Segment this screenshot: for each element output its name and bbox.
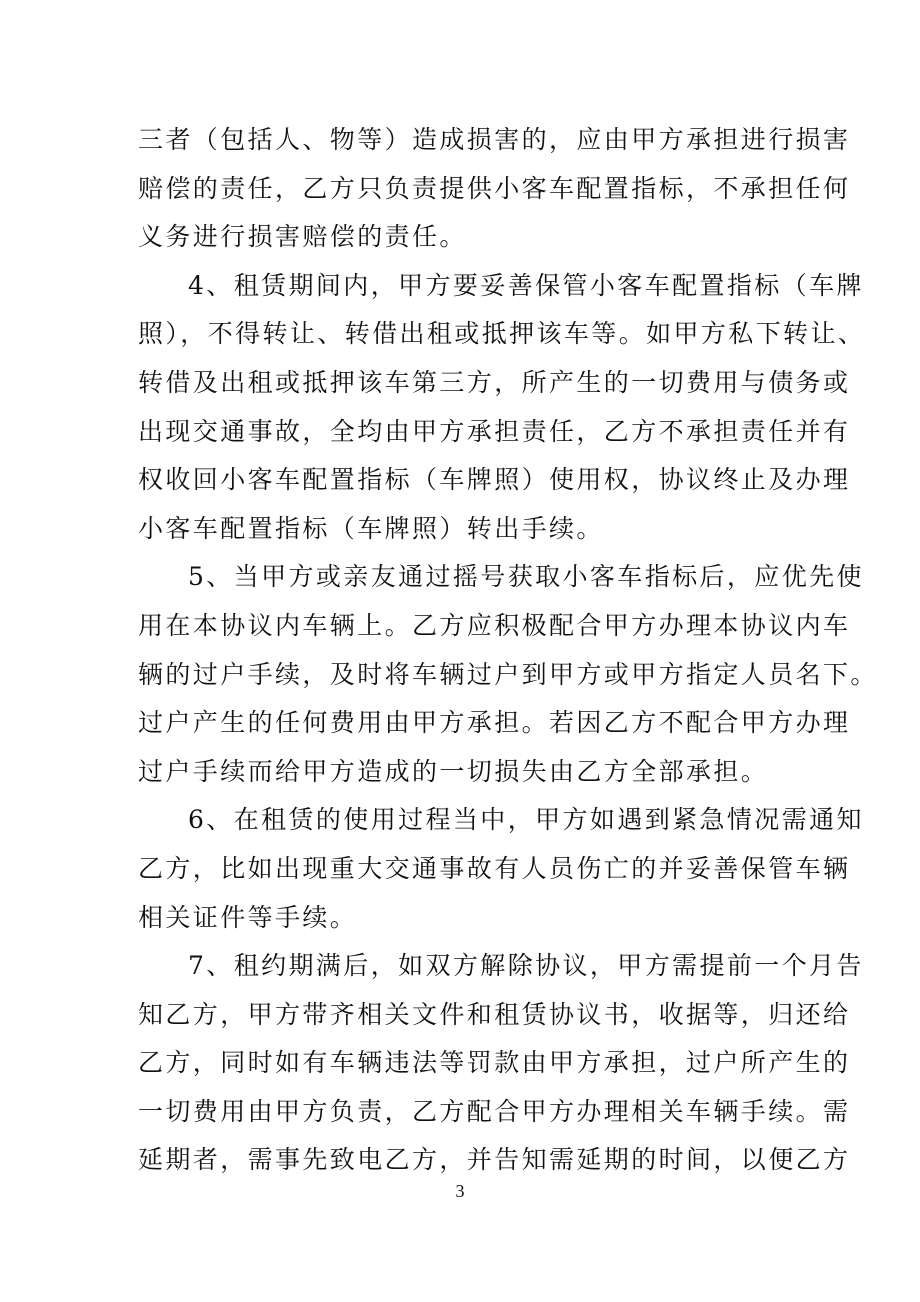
text-line: 一切费用由甲方负责，乙方配合甲方办理相关车辆手续。需 bbox=[138, 1096, 851, 1126]
text-line: 转借及出租或抵押该车第三方，所产生的一切费用与债务或 bbox=[138, 367, 851, 397]
text-line: 知乙方，甲方带齐相关文件和租赁协议书，收据等，归还给 bbox=[138, 999, 851, 1029]
text-line: 用在本协议内车辆上。乙方应积极配合甲方办理本协议内车 bbox=[138, 610, 851, 640]
text-line: 乙方，比如出现重大交通事故有人员伤亡的并妥善保管车辆 bbox=[138, 853, 851, 883]
text-line: 辆的过户手续，及时将车辆过户到甲方或甲方指定人员名下。 bbox=[138, 659, 878, 689]
text-line: 三者（包括人、物等）造成损害的，应由甲方承担进行损害 bbox=[138, 125, 851, 154]
clause-4-first-line: 4、租赁期间内，甲方要妥善保管小客车配置指标（车牌 bbox=[188, 270, 864, 300]
text-line: 权收回小客车配置指标（车牌照）使用权，协议终止及办理 bbox=[138, 465, 851, 495]
text-line: 小客车配置指标（车牌照）转出手续。 bbox=[138, 513, 604, 543]
text-line: 赔偿的责任，乙方只负责提供小客车配置指标，不承担任何 bbox=[138, 173, 851, 203]
text-line: 义务进行损害赔偿的责任。 bbox=[138, 222, 467, 252]
body-text bbox=[138, 116, 878, 1185]
text-line: 延期者，需事先致电乙方，并告知需延期的时间，以便乙方 bbox=[138, 1145, 851, 1175]
page-number: 3 bbox=[455, 1181, 465, 1201]
clause-5-first-line: 5、当甲方或亲友通过摇号获取小客车指标后，应优先使 bbox=[188, 562, 864, 592]
text-line: 过户手续而给甲方造成的一切损失由乙方全部承担。 bbox=[138, 756, 769, 786]
clause-6-first-line: 6、在租赁的使用过程当中，甲方如遇到紧急情况需通知 bbox=[188, 805, 864, 835]
text-line: 照），不得转让、转借出租或抵押该车等。如甲方私下转让、 bbox=[138, 319, 866, 349]
text-line: 乙方，同时如有车辆违法等罚款由甲方承担，过户所产生的 bbox=[138, 1048, 851, 1078]
text-line: 相关证件等手续。 bbox=[138, 902, 358, 932]
clause-7-first-line: 7、租约期满后，如双方解除协议，甲方需提前一个月告 bbox=[188, 951, 864, 981]
text-line: 过户产生的任何费用由甲方承担。若因乙方不配合甲方办理 bbox=[138, 708, 851, 738]
text-line: 出现交通事故，全均由甲方承担责任，乙方不承担责任并有 bbox=[138, 416, 851, 446]
